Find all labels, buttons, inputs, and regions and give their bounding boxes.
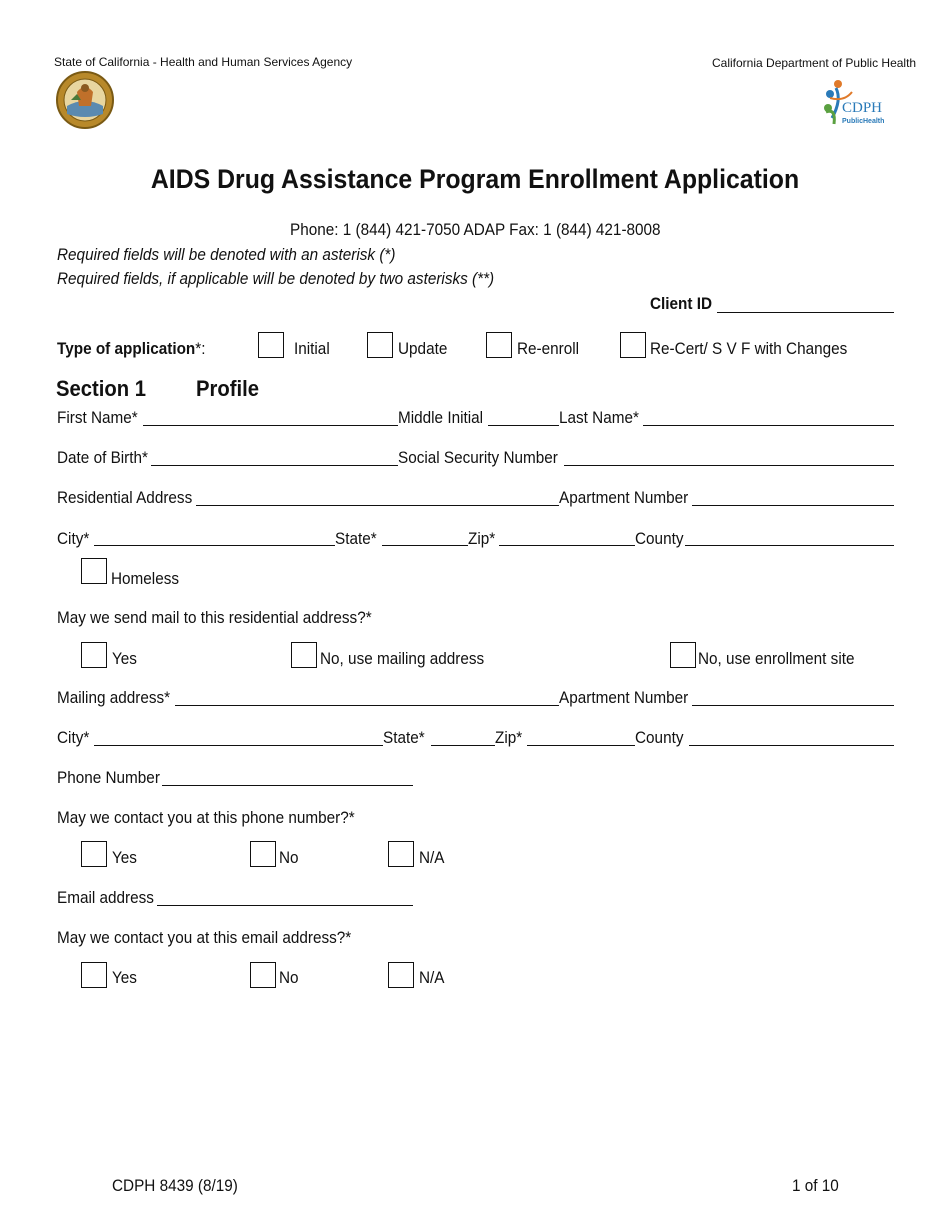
homeless-checkbox[interactable] (81, 558, 107, 584)
contact-phone-no-label: No (279, 848, 299, 867)
contact-email-na-checkbox[interactable] (388, 962, 414, 988)
contact-phone-question: May we contact you at this phone number?* (57, 808, 355, 827)
contact-phone-na-checkbox[interactable] (388, 841, 414, 867)
homeless-label: Homeless (111, 569, 180, 588)
mailing-address-field[interactable] (175, 705, 559, 706)
contact-email-no-checkbox[interactable] (250, 962, 276, 988)
update-checkbox[interactable] (367, 332, 393, 358)
section-name: Profile (196, 376, 259, 401)
contact-email-question: May we contact you at this email address?* (57, 928, 352, 947)
ssn-field[interactable] (564, 465, 894, 466)
contact-email-yes-label: Yes (112, 968, 137, 987)
contact-email-no-label: No (279, 968, 299, 987)
client-id-label: Client ID (650, 294, 713, 313)
send-mail-mailing-label: No, use mailing address (320, 649, 485, 668)
ssn-label: Social Security Number (398, 448, 558, 467)
contact-email-na-label: N/A (419, 968, 445, 987)
contact-phone-no-checkbox[interactable] (250, 841, 276, 867)
residential-address-field[interactable] (196, 505, 559, 506)
application-type-label: Type of application*: (57, 339, 206, 358)
send-mail-enrollment-label: No, use enrollment site (698, 649, 855, 668)
form-id: CDPH 8439 (8/19) (112, 1176, 238, 1195)
apartment-number-field[interactable] (692, 505, 894, 506)
state-label: State* (335, 529, 377, 548)
last-name-field[interactable] (643, 425, 894, 426)
contact-phone-yes-label: Yes (112, 848, 137, 867)
send-mail-yes-label: Yes (112, 649, 137, 668)
mailing-county-label: County (635, 728, 684, 747)
page-number: 1 of 10 (792, 1176, 839, 1195)
recert-checkbox[interactable] (620, 332, 646, 358)
mailing-city-field[interactable] (94, 745, 383, 746)
phone-number-field[interactable] (162, 785, 413, 786)
dob-field[interactable] (151, 465, 398, 466)
first-name-field[interactable] (143, 425, 398, 426)
middle-initial-field[interactable] (488, 425, 559, 426)
recert-label: Re-Cert/ S V F with Changes (650, 339, 848, 358)
mailing-apartment-field[interactable] (692, 705, 894, 706)
california-seal-logo (55, 70, 115, 130)
client-id-field[interactable] (717, 312, 894, 313)
county-label: County (635, 529, 684, 548)
state-field[interactable] (382, 545, 468, 546)
dob-label: Date of Birth* (57, 448, 148, 467)
section-number: Section 1 (56, 376, 146, 401)
email-address-label: Email address (57, 888, 154, 907)
mailing-apartment-label: Apartment Number (559, 688, 689, 707)
last-name-label: Last Name* (559, 408, 639, 427)
contact-phone-na-label: N/A (419, 848, 445, 867)
apartment-number-label: Apartment Number (559, 488, 689, 507)
page-title: AIDS Drug Assistance Program Enrollment Application (150, 164, 800, 194)
mailing-state-field[interactable] (431, 745, 495, 746)
update-label: Update (398, 339, 448, 358)
re-enroll-checkbox[interactable] (486, 332, 512, 358)
mailing-state-label: State* (383, 728, 425, 747)
agency-name: State of California - Health and Human Services Agency (54, 55, 353, 69)
city-field[interactable] (94, 545, 335, 546)
send-mail-enrollment-checkbox[interactable] (670, 642, 696, 668)
send-mail-question: May we send mail to this residential address?* (57, 608, 372, 627)
department-name: California Department of Public Health (712, 56, 917, 70)
required-note: Required fields will be denoted with an asterisk (*) (57, 245, 396, 264)
zip-label: Zip* (468, 529, 496, 548)
email-address-field[interactable] (157, 905, 413, 906)
county-field[interactable] (685, 545, 894, 546)
required-if-applicable-note: Required fields, if applicable will be denoted by two asterisks (**) (57, 269, 495, 288)
mailing-address-label: Mailing address* (57, 688, 171, 707)
send-mail-mailing-checkbox[interactable] (291, 642, 317, 668)
middle-initial-label: Middle Initial (398, 408, 484, 427)
mailing-city-label: City* (57, 728, 90, 747)
contact-phone-yes-checkbox[interactable] (81, 841, 107, 867)
initial-checkbox[interactable] (258, 332, 284, 358)
send-mail-yes-checkbox[interactable] (81, 642, 107, 668)
city-label: City* (57, 529, 90, 548)
contact-email-yes-checkbox[interactable] (81, 962, 107, 988)
re-enroll-label: Re-enroll (517, 339, 580, 358)
mailing-zip-field[interactable] (527, 745, 635, 746)
phone-number-label: Phone Number (57, 768, 160, 787)
first-name-label: First Name* (57, 408, 138, 427)
residential-address-label: Residential Address (57, 488, 193, 507)
initial-label: Initial (294, 339, 330, 358)
mailing-county-field[interactable] (689, 745, 894, 746)
contact-info: Phone: 1 (844) 421-7050 ADAP Fax: 1 (844) 421-8008 (290, 220, 661, 239)
cdph-logo: CDPH PublicHealth (822, 78, 886, 130)
zip-field[interactable] (499, 545, 635, 546)
mailing-zip-label: Zip* (495, 728, 523, 747)
